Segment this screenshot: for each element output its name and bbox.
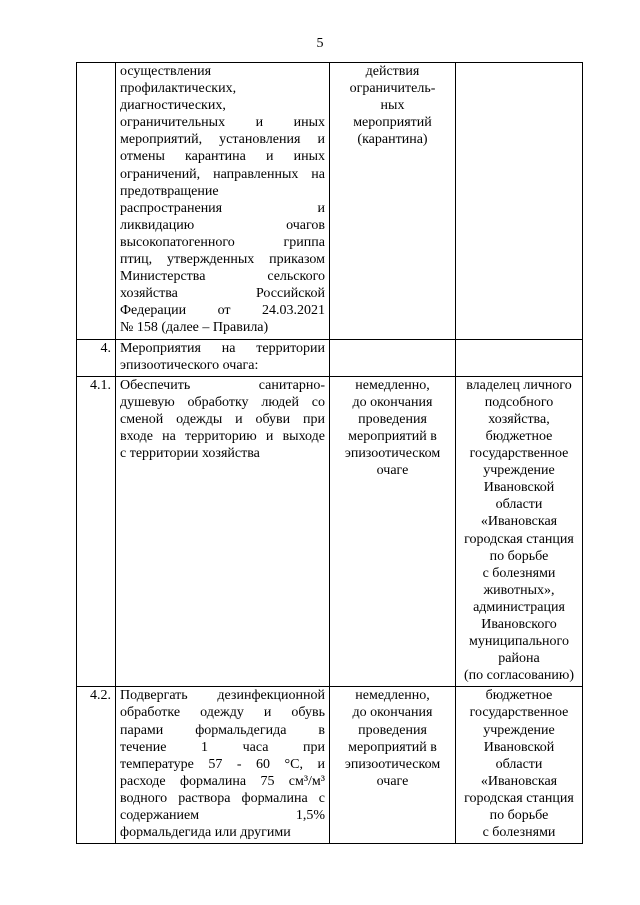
deadline-line: немедленно, — [355, 688, 430, 704]
description-line: Обеспечить санитарно- — [120, 377, 325, 393]
responsible-line: района — [498, 651, 540, 667]
description-line: сменой одежды и обуви при — [120, 411, 325, 427]
responsible-line: бюджетное — [485, 428, 553, 444]
responsible-line: «Ивановская — [480, 514, 558, 530]
responsible-line: учреждение — [483, 463, 555, 479]
responsible-cell — [456, 63, 583, 340]
deadline-line: мероприятий — [353, 115, 432, 131]
description-line: течение 1 часа при — [120, 739, 325, 755]
measure-description-cell — [116, 63, 330, 340]
responsible-line: владелец личного — [466, 377, 572, 393]
description-line: высокопатогенного гриппа — [120, 234, 325, 250]
description-line: содержанием 1,5% — [120, 808, 325, 824]
description-line: распространения и — [120, 200, 325, 216]
responsible-line: государственное — [469, 705, 569, 721]
responsible-line: учреждение — [483, 722, 555, 738]
responsible-line: Ивановской — [483, 480, 555, 496]
responsible-line: области — [495, 756, 543, 772]
deadline-line: очаге — [376, 773, 409, 789]
description-line: ограничений, направленных на — [120, 166, 325, 182]
responsible-line: подсобного — [484, 394, 554, 410]
measure-description-cell — [116, 376, 330, 687]
responsible-line: администрация — [473, 599, 565, 615]
deadline-line: мероприятий в — [348, 428, 437, 444]
description-line: Федерации от 24.03.2021 — [120, 303, 325, 319]
description-line: осуществления — [120, 64, 212, 79]
deadline-cell — [330, 687, 456, 844]
deadline-line: эпизоотическом — [344, 756, 441, 772]
responsible-cell — [456, 376, 583, 687]
deadline-line: ных — [380, 98, 405, 114]
responsible-line: по борьбе — [489, 808, 549, 824]
responsible-line: государственное — [469, 446, 569, 462]
responsible-line: Ивановской — [483, 739, 555, 755]
deadline-line: мероприятий в — [348, 739, 437, 755]
responsible-line: городская станция — [464, 531, 574, 547]
deadline-cell — [330, 63, 456, 340]
table-row — [77, 339, 583, 376]
description-line: расходе формалина 75 см³/м³ — [120, 773, 325, 789]
description-line: предотвращение — [120, 183, 219, 199]
deadline-line: проведения — [358, 411, 427, 427]
responsible-line: городская станция — [464, 790, 574, 806]
deadline-cell — [330, 339, 456, 376]
item-number-cell: 4.1. — [77, 376, 116, 687]
description-line: входе на территорию и выходе — [120, 428, 325, 444]
measure-description-cell — [116, 687, 330, 844]
description-line: температуре 57 - 60 °С, и — [120, 756, 325, 772]
responsible-cell — [456, 687, 583, 844]
responsible-line: с болезнями — [482, 565, 556, 581]
description-line: эпизоотического очага: — [120, 357, 259, 373]
responsible-cell — [456, 339, 583, 376]
description-line: Мероприятия на территории — [120, 340, 325, 356]
description-line: птиц, утвержденных приказом — [120, 252, 325, 268]
measure-description-cell — [116, 339, 330, 376]
deadline-cell — [330, 376, 456, 687]
deadline-line: эпизоотическом — [344, 446, 441, 462]
description-line: водного раствора формалина с — [120, 790, 325, 806]
description-line: формальдегида или другими — [120, 825, 291, 841]
description-line: диагностических, — [120, 98, 226, 114]
deadline-line: очаге — [376, 463, 409, 479]
responsible-line: муниципального — [469, 634, 569, 650]
responsible-line: хозяйства, — [488, 411, 550, 427]
responsible-line: по борьбе — [489, 548, 549, 564]
deadline-line: ограничитель- — [349, 81, 436, 97]
description-line: хозяйства Российской — [120, 286, 325, 302]
page-number: 5 — [316, 36, 324, 51]
description-line: Министерства сельского — [120, 269, 325, 285]
description-line: обработке одежду и обувь — [120, 705, 325, 721]
description-line: Подвергать дезинфекционной — [120, 688, 325, 704]
description-line: отмены карантина и иных — [120, 149, 325, 165]
responsible-line: животных», — [483, 582, 555, 598]
description-line: ликвидацию очагов — [120, 217, 325, 233]
description-line: профилактических, — [120, 81, 237, 97]
responsible-line: с болезнями — [482, 825, 556, 841]
responsible-line: Ивановского — [481, 617, 557, 632]
deadline-line: (карантина) — [357, 132, 428, 148]
item-number-cell — [77, 63, 116, 340]
description-line: мероприятий, установления и — [120, 132, 325, 148]
description-line: ограничительных и иных — [120, 115, 325, 131]
deadline-line: действия — [365, 64, 420, 79]
description-line: парами формальдегида в — [120, 722, 325, 738]
responsible-line: области — [495, 497, 543, 513]
table-row — [77, 687, 583, 844]
description-line: с территории хозяйства — [120, 446, 260, 462]
deadline-line: проведения — [358, 722, 427, 738]
measures-table — [76, 62, 583, 844]
table-row — [77, 63, 583, 340]
responsible-line: «Ивановская — [480, 773, 558, 789]
item-number-cell: 4.2. — [77, 687, 116, 844]
responsible-line: бюджетное — [485, 688, 553, 704]
deadline-line: до окончания — [352, 394, 433, 410]
description-line: душевую обработку людей со — [120, 394, 325, 410]
responsible-line: (по согласованию) — [463, 668, 575, 684]
description-line: № 158 (далее – Правила) — [120, 320, 269, 336]
deadline-line: немедленно, — [355, 377, 430, 393]
table-row — [77, 376, 583, 687]
item-number-cell: 4. — [77, 339, 116, 376]
deadline-line: до окончания — [352, 705, 433, 721]
